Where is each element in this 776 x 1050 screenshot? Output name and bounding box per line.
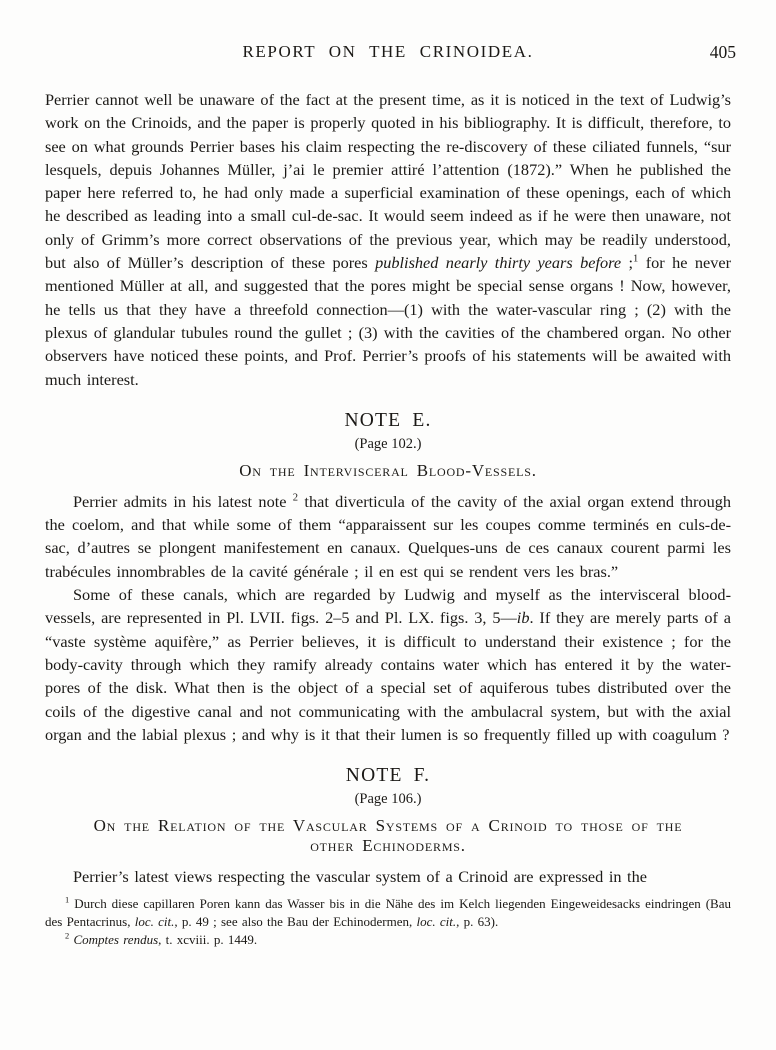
running-title: REPORT ON THE CRINOIDEA. [242, 42, 534, 61]
note-e-heading: NOTE E. [344, 409, 432, 431]
note-e-paragraph-1: Perrier admits in his latest note $^2$ that diverticula of the cavity of the axial organ extend through the coelom, and that while some of them “apparaissent sur les coupes comme terminés en culs-de-sac, d’autres se plongent manifestement en canaux. Quelques-uns de ces canaux courent parmi les trabécules innombrables de la cavité générale ; il en est qui se rendent vers les bras.” [45, 491, 731, 581]
note-e-paragraph-2: Some of these canals, which are regarded by Ludwig and myself as the intervisceral blood-vessels, are represented in Pl. LVII. figs. 2–5 and Pl. LX. figs. 3, 5—ib. If they are merely parts of a “vaste système aquifère,” as Perrier believes, it is difficult to understand their existence ; for the body-cavity through which they ramify already contains water which has entered it by the water-pores of the disk. What then is the object of a special set of aquiferous tubes distributed over the coils of the digestive canal and not communicating with the ambulacral system, but with the axial organ and the labial plexus ; and why is it that their lumen is so frequently filled up with coagulum ? [45, 585, 732, 744]
note-f-page-ref: (Page 106.) [354, 791, 422, 808]
footnote-1: $^1$ Durch diese capillaren Poren kann das Wasser bis in die Nähe des im Kelch liegenden Eingeweidesacks eindringen (Bau des Pentacrinus, loc. cit., p. 49 ; see also the Bau der Echinodermen, loc. cit., p. 63). [45, 895, 731, 930]
footnotes [0, 888, 776, 948]
paragraph-perrier-claims: Perrier cannot well be unaware of the fact at the present time, as it is noticed in the text of Ludwig’s work on the Crinoids, and the paper is properly quoted in his bibliography. It is difficult, therefore, to see on what grounds Perrier bases his claim respecting the re-discovery of these ciliated funnels, “sur lesquels, depuis Johannes Müller, j’ai le premier attiré l’attention (1872).” When he published the paper here referred to, he had only made a superficial examination of these openings, each of which he described as leading into a small cul-de-sac. It would seem indeed as if he were then unaware, not only of Grimm’s more correct observations of the previous year, which may be readily understood, but also of Müller’s description of these pores published nearly thirty years before ;$^1$ for he never mentioned Müller at all, and suggested that the pores might be special sense organs ! Now, however, he tells us that they have a threefold connection—(1) with the water-vascular ring ; (2) with the plexus of glandular tubules round the gullet ; (3) with the cavities of the chambered organ. No other observers have noticed these points, and Prof. Perrier’s proofs of his statements will be awaited with much interest. [45, 90, 732, 389]
note-f-subtitle: On the Relation of the Vascular Systems of a Crinoid to those of the other Echinoderms. [93, 816, 683, 856]
note-f-heading: NOTE F. [345, 765, 431, 787]
page-number: 405 [709, 42, 736, 62]
footnote-2: $^2$ Comptes rendus, t. xcviii. p. 1449. [65, 930, 258, 947]
note-e-subtitle: On the Intervisceral Blood-Vessels. [239, 460, 537, 480]
running-head [0, 0, 776, 66]
page-body [0, 66, 776, 888]
note-e-section [45, 410, 731, 746]
note-e-page-ref: (Page 102.) [354, 435, 422, 452]
note-f-paragraph-1: Perrier’s latest views respecting the vascular system of a Crinoid are expressed in the [73, 867, 647, 887]
note-f-section [45, 765, 731, 888]
